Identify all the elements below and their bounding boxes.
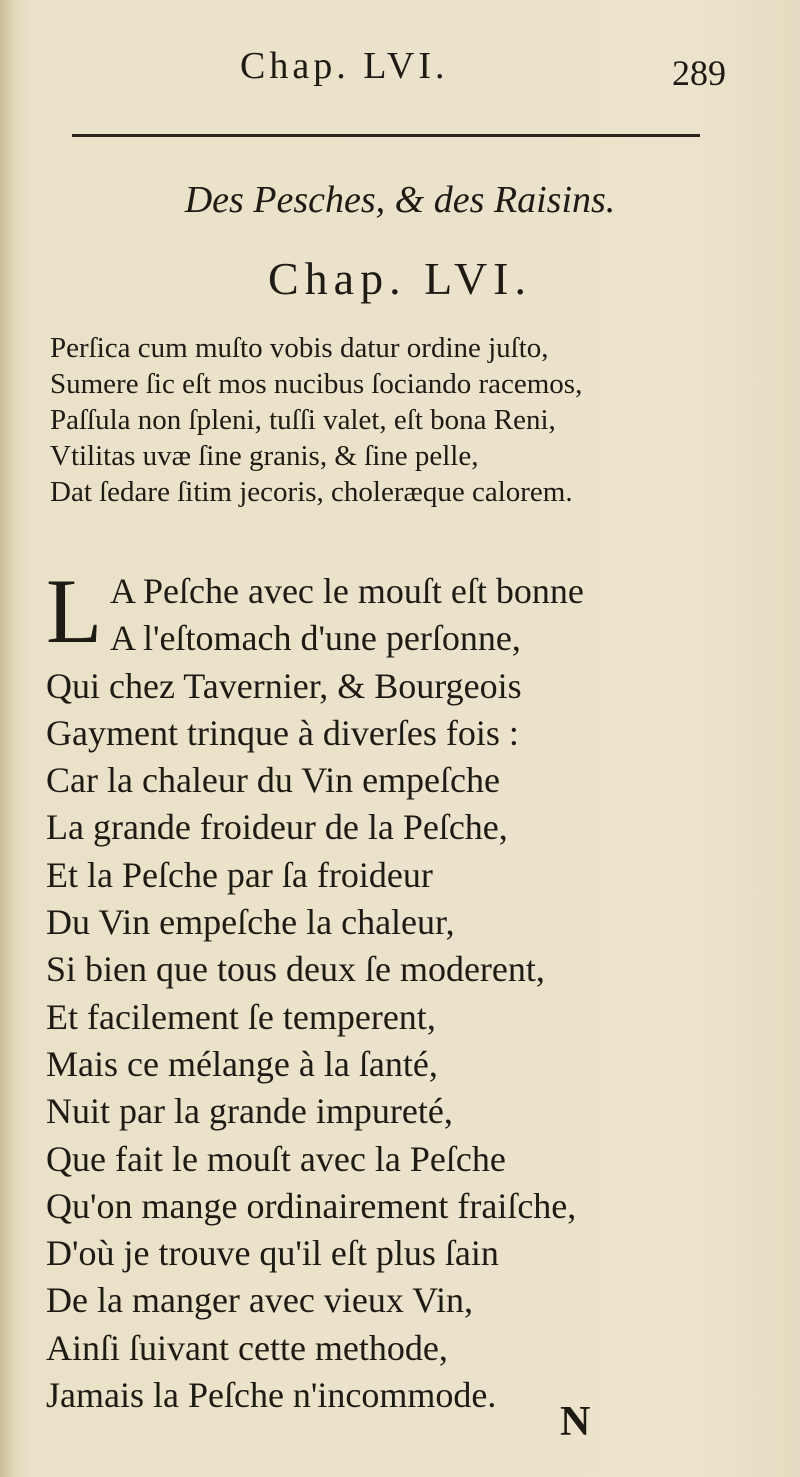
french-verse-line: Et facilement ſe temperent, <box>46 996 436 1037</box>
latin-verse-line: Dat ſedare ſitim jecoris, choleræque calorem. <box>50 476 573 508</box>
french-verse-line: La grande froideur de la Peſche, <box>46 807 508 848</box>
french-verse-line: Si bien que tous deux ſe moderent, <box>46 949 545 990</box>
section-title: Des Pesches, & des Raisins. <box>184 179 616 221</box>
latin-verse-line: Perſica cum muſto vobis datur ordine juſto, <box>50 332 549 364</box>
french-verse-line: Qu'on mange ordinairement fraiſche, <box>46 1185 577 1226</box>
running-title: Chap. LVI. <box>240 45 449 87</box>
french-verse-line: Ainſi ſuivant cette methode, <box>46 1327 448 1368</box>
french-verse-line: Nuit par la grande impureté, <box>46 1091 453 1132</box>
drop-cap: L <box>46 560 103 662</box>
french-verse-line: D'où je trouve qu'il eſt plus ſain <box>46 1233 499 1274</box>
french-verse <box>46 560 746 1419</box>
french-verse-line: Mais ce mélange à la ſanté, <box>46 1043 438 1084</box>
catchword: N <box>560 1399 591 1445</box>
header-rule <box>72 134 700 137</box>
latin-verse-line: Paſſula non ſpleni, tuſſi valet, eſt bona Reni, <box>50 404 556 436</box>
latin-verse-line: Vtilitas uvæ ſine granis, & ſine pelle, <box>50 440 479 472</box>
chapter-heading: Chap. LVI. <box>267 253 532 304</box>
french-verse-line: De la manger avec vieux Vin, <box>46 1280 474 1321</box>
running-head <box>0 44 800 94</box>
french-verse-line: Jamais la Peſche n'incommode. <box>46 1375 497 1416</box>
page-number: 289 <box>672 53 726 93</box>
french-verse-line: Du Vin empeſche la chaleur, <box>46 902 455 943</box>
french-verse-line: Que fait le mouſt avec la Peſche <box>46 1138 506 1179</box>
latin-verse-line: Sumere ſic eſt mos nucibus ſociando racemos, <box>50 368 583 400</box>
french-verse-line: Et la Peſche par ſa froideur <box>46 854 433 895</box>
french-verse-line: A l'eſtomach d'une perſonne, <box>110 618 521 659</box>
french-verse-line: A Peſche avec le mouſt eſt bonne <box>110 571 584 611</box>
french-verse-line: Qui chez Tavernier, & Bourgeois <box>46 665 522 706</box>
french-verse-line: Gayment trinque à diverſes fois : <box>46 712 519 753</box>
latin-verse <box>50 330 730 510</box>
french-verse-line: Car la chaleur du Vin empeſche <box>46 760 500 801</box>
